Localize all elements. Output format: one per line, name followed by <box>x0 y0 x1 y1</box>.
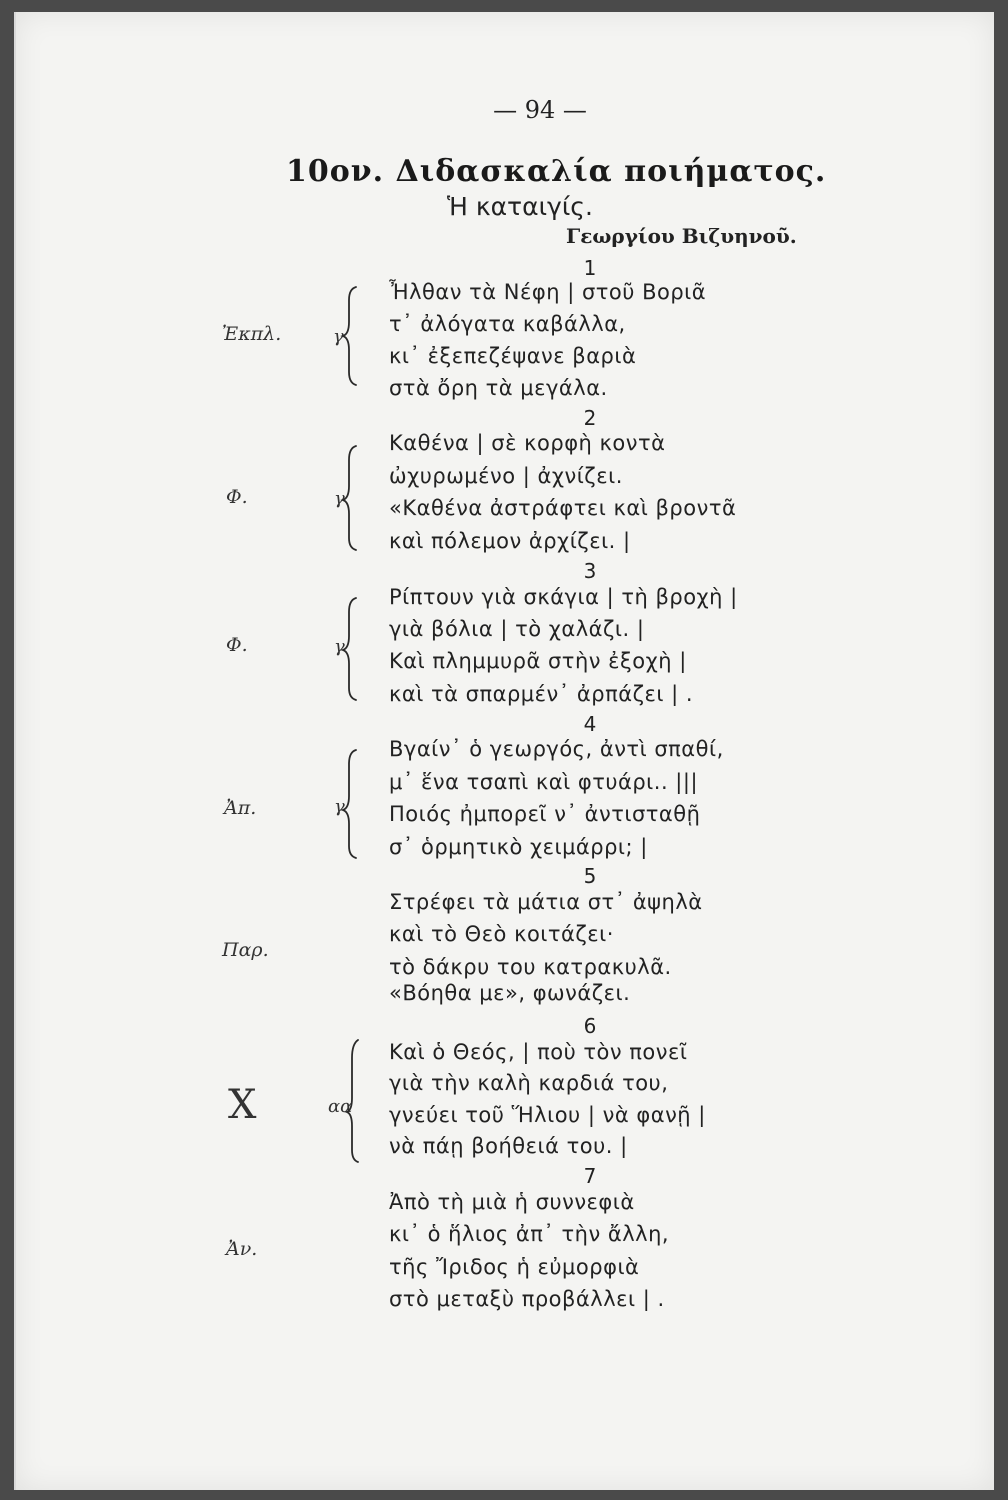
lesson-title: 10ον. Διδασκαλία ποιήματος. <box>286 154 827 189</box>
verse-line: Καὶ πλημμυρᾶ στὴν ἐξοχὴ | <box>389 649 687 673</box>
side-label: Ἀν. <box>226 1238 258 1260</box>
verse-line: καὶ τὸ Θεὸ κοιτάζει· <box>389 922 614 946</box>
verse-line: καὶ πόλεμον ἀρχίζει. | <box>389 529 631 553</box>
verse-line: γνεύει τοῦ Ἥλιου | νὰ φανῇ | <box>389 1103 706 1127</box>
verse-line: στὰ ὄρη τὰ μεγάλα. <box>389 376 608 400</box>
verse-line: Βγαίν᾽ ὁ γεωργός, ἀντὶ σπαθί, <box>389 737 724 761</box>
author-name: Γεωργίου Βιζυηνοῦ. <box>566 224 797 248</box>
verse-line: «Καθένα ἀστράφτει καὶ βροντᾶ <box>389 496 737 520</box>
stanza-number: 3 <box>583 559 597 583</box>
verse-line: Ἦλθαν τὰ Νέφη | στοῦ Βοριᾶ <box>389 280 707 304</box>
verse-line: τὸ δάκρυ του κατρακυλᾶ. <box>389 955 672 979</box>
verse-line: μ᾽ ἕνα τσαπὶ καὶ φτυάρι.. ||| <box>389 770 699 794</box>
verse-line: τῆς Ἴριδος ἡ εὐμορφιὰ <box>389 1255 640 1279</box>
side-label: Φ. <box>226 486 248 508</box>
stanza-number: 4 <box>583 712 597 736</box>
side-label: Ἐκπλ. <box>222 323 282 345</box>
verse-line: Ἀπὸ τὴ μιὰ ἡ συννεφιὰ <box>389 1190 635 1214</box>
verse-line: «Βόηθα με», φωνάζει. <box>389 981 631 1005</box>
verse-line: ὠχυρωμένο | ἀχνίζει. <box>389 464 623 488</box>
brace-mark: γ <box>334 488 345 509</box>
side-label: X <box>228 1082 257 1128</box>
verse-line: Στρέφει τὰ μάτια στ᾽ ἀψηλὰ <box>389 890 703 914</box>
verse-line: κι᾽ ὁ ἥλιος ἀπ᾽ τὴν ἄλλη, <box>389 1222 670 1246</box>
brace-mark: γ <box>333 326 344 347</box>
verse-line: τ᾽ ἀλόγατα καβάλλα, <box>389 312 626 336</box>
verse-line: Καὶ ὁ Θεός, | ποὺ τὸν πονεῖ <box>389 1040 688 1064</box>
stanza-number: 5 <box>583 864 597 888</box>
stanza-number: 7 <box>583 1164 597 1188</box>
page-number: — 94 — <box>493 96 587 124</box>
side-label: Φ. <box>226 634 248 656</box>
stanza-number: 6 <box>583 1014 597 1038</box>
verse-line: Καθένα | σὲ κορφὴ κοντὰ <box>389 431 666 455</box>
verse-line: Ποιός ἠμπορεῖ ν᾽ ἀντισταθῇ <box>389 802 701 826</box>
verse-line: Ρίπτουν γιὰ σκάγια | τὴ βροχὴ | <box>389 585 738 609</box>
side-label: Παρ. <box>222 939 269 961</box>
verse-line: στὸ μεταξὺ προβάλλει | . <box>389 1287 665 1311</box>
brace-mark: γ <box>334 796 345 817</box>
verse-line: γιὰ βόλια | τὸ χαλάζι. | <box>389 617 645 641</box>
brace-mark: γ <box>334 636 345 657</box>
stanza-number: 1 <box>583 256 597 280</box>
verse-line: γιὰ τὴν καλὴ καρδιά του, <box>389 1071 669 1095</box>
side-label: Ἀπ. <box>224 797 257 819</box>
verse-line: κι᾽ ἐξεπεζέψανε βαριὰ <box>389 344 637 368</box>
verse-line: σ᾽ ὁρμητικὸ χειμάρρι; | <box>389 835 648 859</box>
brace-mark: αα <box>328 1096 353 1117</box>
poem-title: Ἡ καταιγίς. <box>447 192 593 221</box>
verse-line: καὶ τὰ σπαρμέν᾽ ἀρπάζει | . <box>389 682 694 706</box>
stanza-number: 2 <box>583 406 597 430</box>
verse-line: νὰ πάῃ βοήθειά του. | <box>389 1134 628 1158</box>
